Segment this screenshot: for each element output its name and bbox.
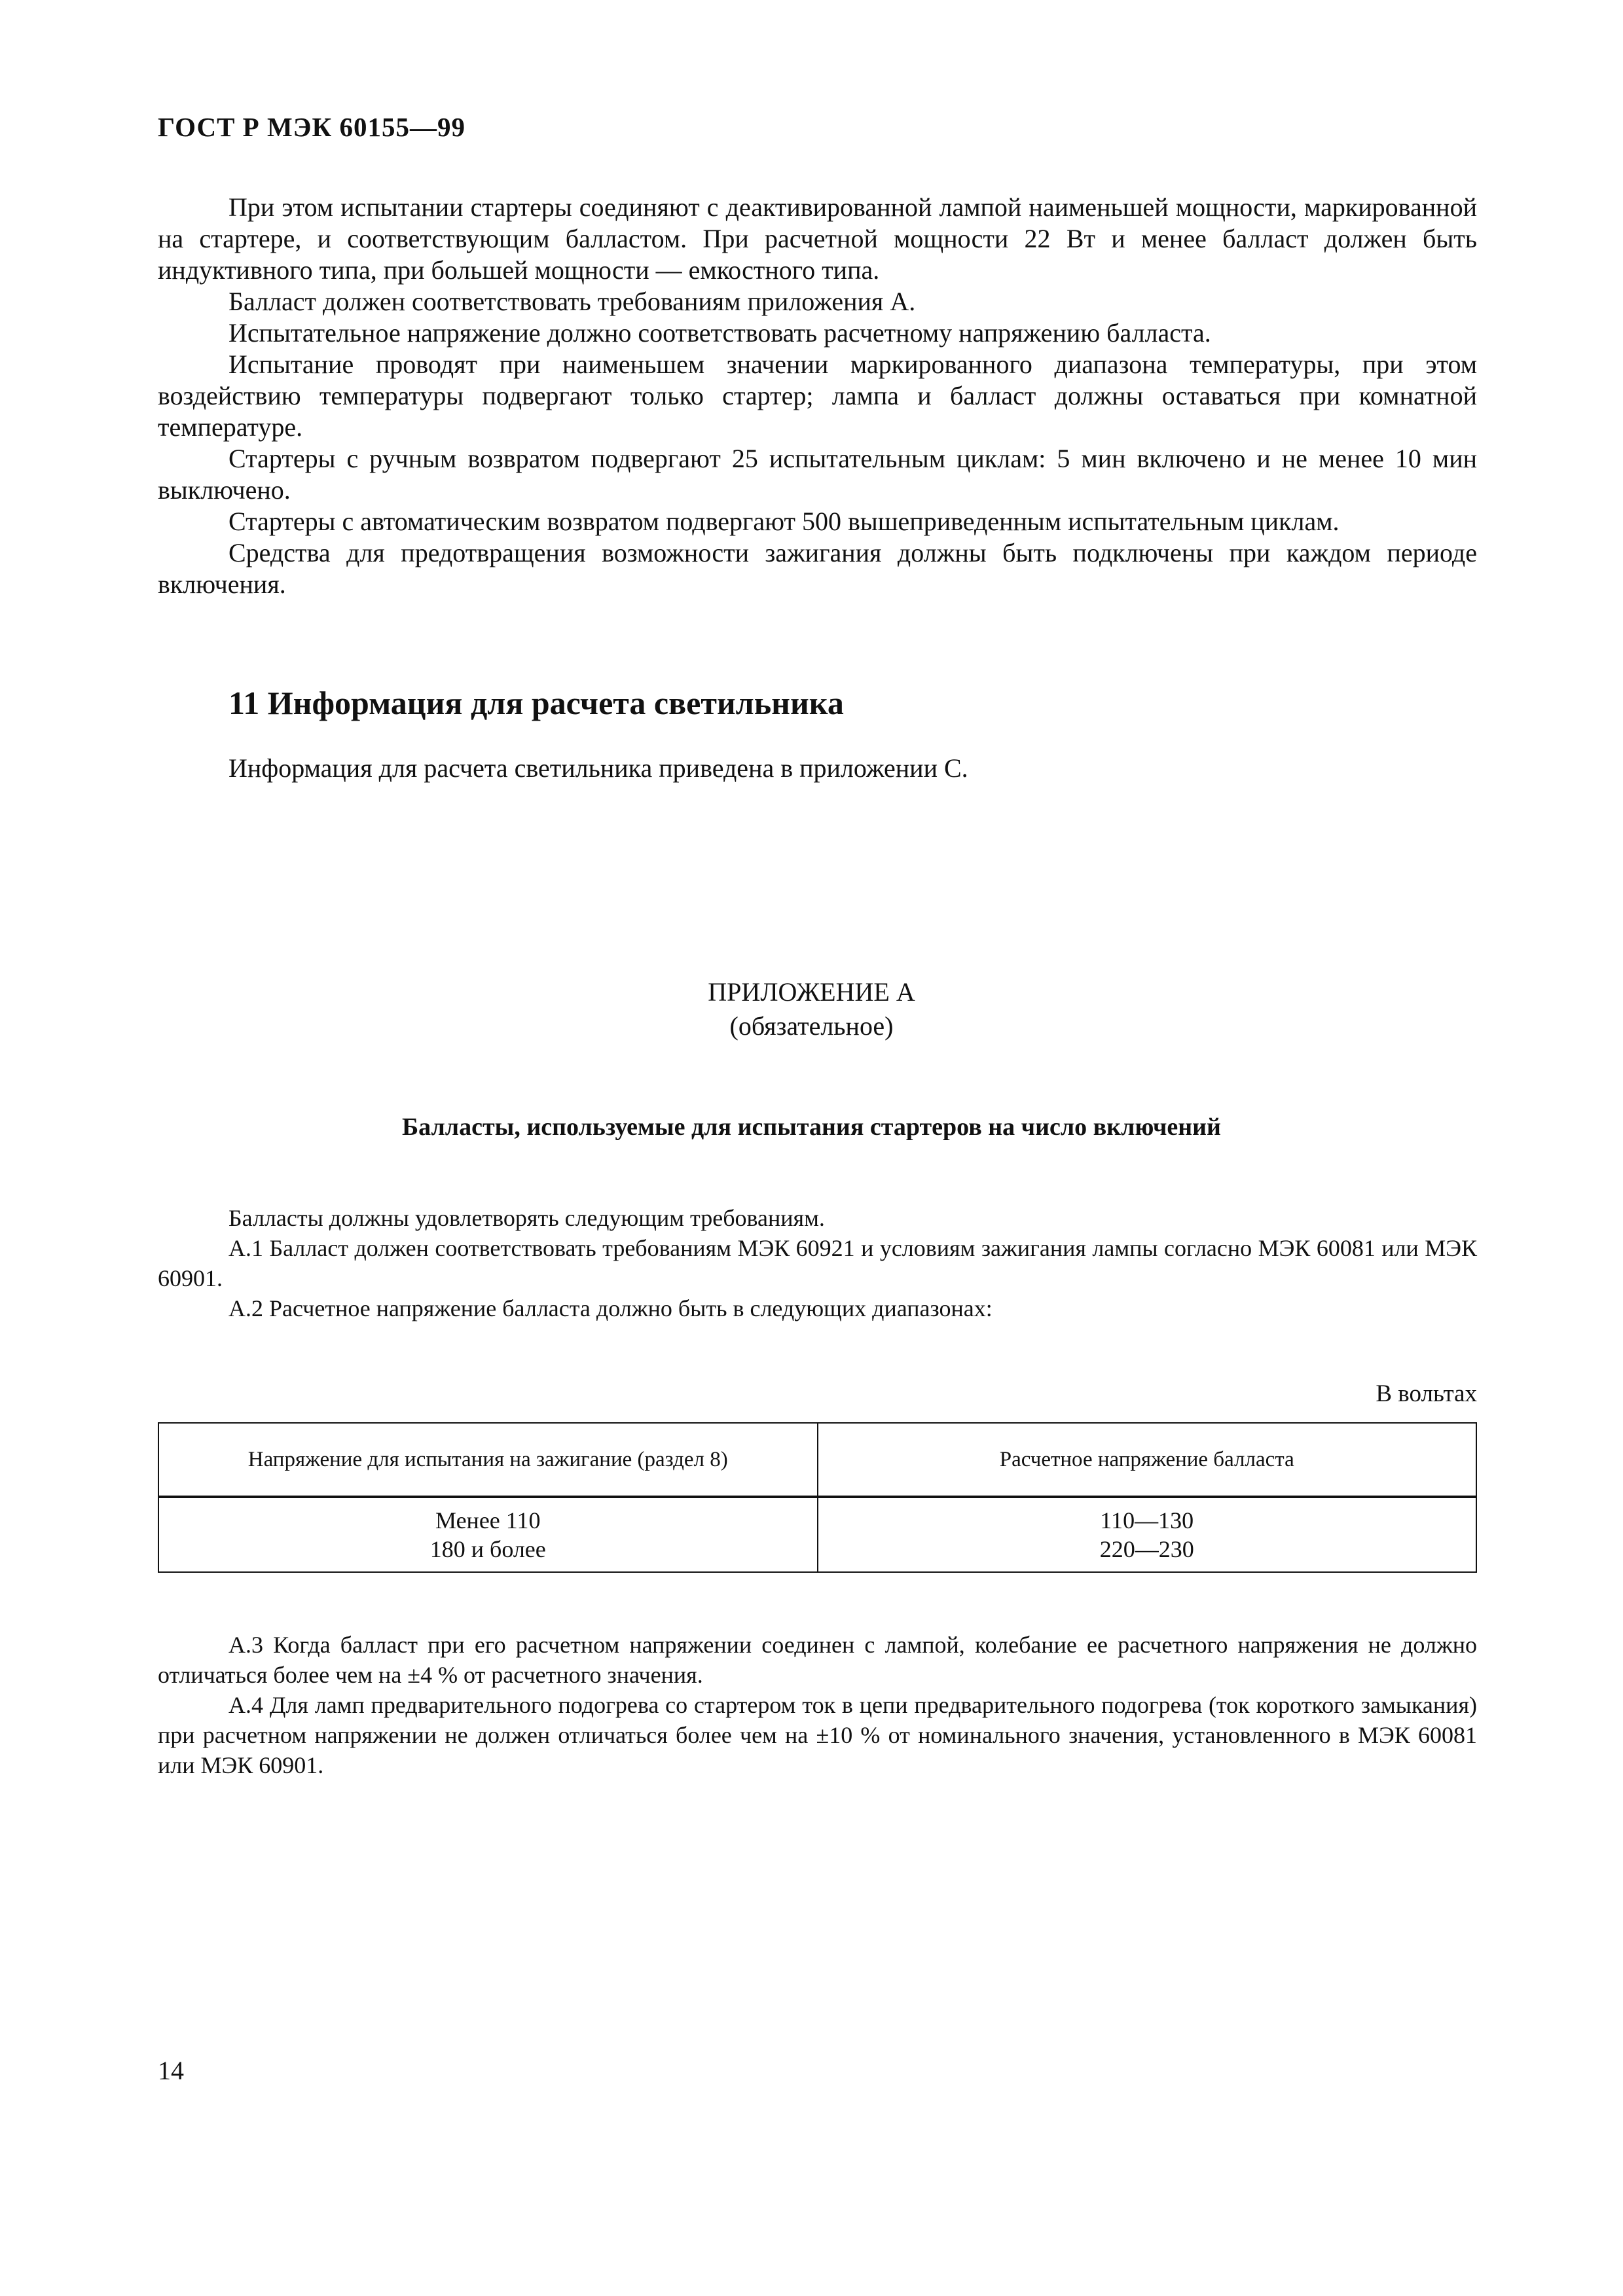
paragraph: А.3 Когда балласт при его расчетном напряжении соединен с лампой, колебание ее расчетного напряжения не должно отличаться более чем на ±4 % от расчетного значения. — [158, 1632, 1477, 1688]
section-11-text: Информация для расчета светильника приведена в приложении С. — [228, 753, 968, 783]
annex-requirements — [158, 1203, 1477, 1323]
cell-line: Менее 110 — [435, 1507, 541, 1534]
voltage-table — [158, 1422, 1477, 1573]
table-cell — [818, 1497, 1477, 1572]
paragraph: Стартеры с автоматическим возвратом подвергают 500 вышеприведенным испытательным циклам. — [228, 507, 1340, 536]
paragraph: Балласты должны удовлетворять следующим требованиям. — [228, 1205, 825, 1231]
document-header: ГОСТ Р МЭК 60155—99 — [158, 112, 465, 142]
annex-title: ПРИЛОЖЕНИЕ А — [708, 977, 915, 1007]
paragraph: А.2 Расчетное напряжение балласта должно быть в следующих диапазонах: — [228, 1295, 993, 1321]
paragraph: А.1 Балласт должен соответствовать требованиям МЭК 60921 и условиям зажигания лампы согласно МЭК 60081 или МЭК 60901. — [158, 1235, 1477, 1291]
paragraph: Испытание проводят при наименьшем значении маркированного диапазона температуры, при этом воздействию температуры подвергают только стартер; лампа и балласт должны оставаться при комнатной температуре. — [158, 350, 1477, 442]
table-header-cell: Напряжение для испытания на зажигание (раздел 8) — [158, 1423, 818, 1497]
paragraph: Балласт должен соответствовать требованиям приложения А. — [228, 287, 916, 316]
paragraph: Испытательное напряжение должно соответствовать расчетному напряжению балласта. — [228, 318, 1211, 348]
annex-status: (обязательное) — [729, 1011, 894, 1041]
test-procedure-text — [158, 192, 1477, 600]
cell-line: 180 и более — [429, 1536, 546, 1562]
annex-additional-requirements — [158, 1630, 1477, 1780]
paragraph: А.4 Для ламп предварительного подогрева со стартером ток в цепи предварительного подогрева (ток короткого замыкания) при расчетном напряжении не должен отличаться более чем на ±10 % от номинального значения, установленного в МЭК 60081 или МЭК 60901. — [158, 1692, 1477, 1778]
table-header-cell: Расчетное напряжение балласта — [818, 1423, 1477, 1497]
page-number: 14 — [158, 2056, 184, 2085]
cell-line: 220—230 — [1099, 1536, 1194, 1562]
paragraph: Средства для предотвращения возможности зажигания должны быть подключены при каждом периоде включения. — [158, 538, 1477, 599]
section-11-title: 11 Информация для расчета светильника — [228, 685, 844, 721]
table-header-row — [158, 1423, 1476, 1497]
cell-line: 110—130 — [1100, 1507, 1194, 1534]
table-units: В вольтах — [1376, 1380, 1477, 1407]
annex-subtitle: Балласты, используемые для испытания стартеров на число включений — [402, 1113, 1221, 1141]
annex-heading — [0, 975, 1623, 1043]
paragraph: Стартеры с ручным возвратом подвергают 25 испытательным циклам: 5 мин включено и не менее 10 мин выключено. — [158, 444, 1477, 505]
table-row — [158, 1497, 1476, 1572]
table-cell — [158, 1497, 818, 1572]
paragraph: При этом испытании стартеры соединяют с деактивированной лампой наименьшей мощности, маркированной на стартере, и соответствующим балластом. При расчетной мощности 22 Вт и менее балласт должен быть индуктивного типа, при большей мощности — емкостного типа. — [158, 192, 1477, 285]
